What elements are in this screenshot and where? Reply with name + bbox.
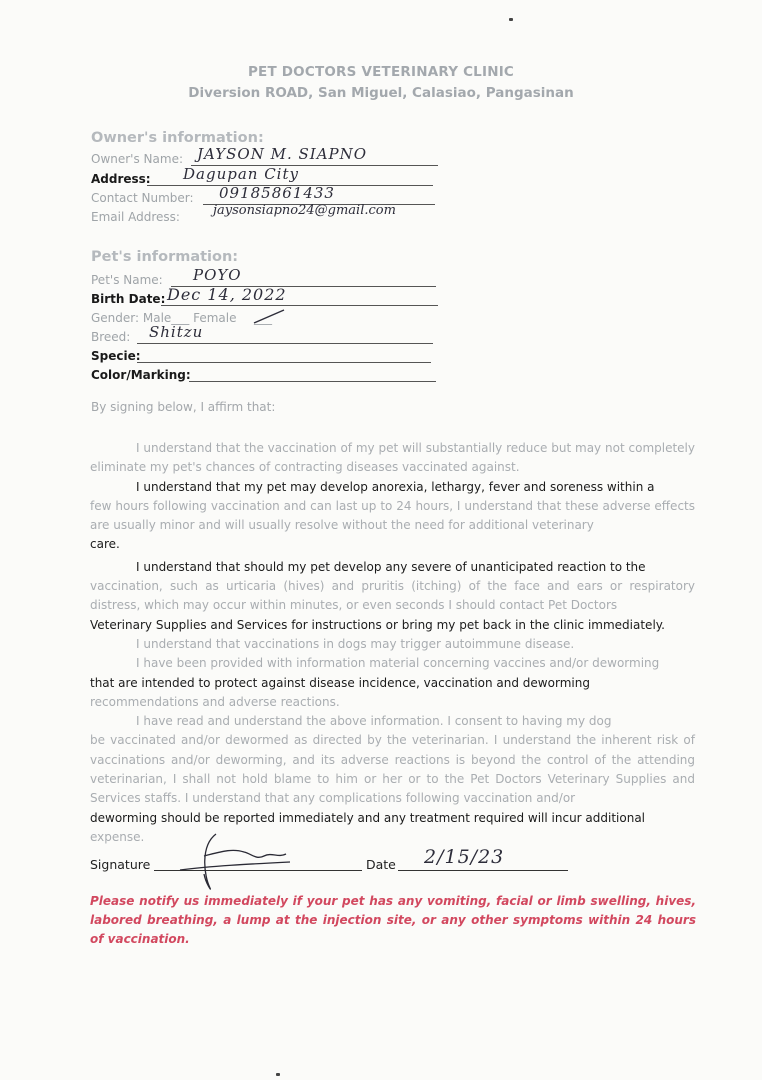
date-line[interactable] [398,870,568,871]
pet-birthdate-label: Birth Date: [91,292,166,306]
post-vaccination-warning: Please notify us immediately if your pet has any vomiting, facial or limb swelling, hives, labored breathing, a lump at the injection site, or any other symptoms within 24 hours of vaccination. [90,894,696,946]
signature-row [90,846,700,880]
gender-checkmark-icon [251,307,287,327]
pet-name-value: POYO [193,266,242,284]
pet-name-label: Pet's Name: [91,273,163,287]
consent-p3c: Veterinary Supplies and Services for instructions or bring my pet back in the clinic immediately. [90,617,665,632]
consent-p6d: expense. [90,829,145,844]
signature-label: Signature [90,857,151,872]
consent-p2b: few hours following vaccination and can last up to 24 hours, I understand that these adverse effects are usually minor and will usually resolve without the need for additional veterinary [90,498,695,533]
date-value: 2/15/23 [424,846,505,868]
consent-p5c: recommendations and adverse reactions. [90,694,340,709]
consent-p3a: I understand that should my pet develop any severe of unanticipated reaction to the [136,559,646,574]
affirm-intro: By signing below, I affirm that: [91,400,276,414]
pet-specie-label: Specie: [91,349,141,363]
consent-p5a: I have been provided with information material concerning vaccines and/or deworming [136,656,660,671]
owner-address-label: Address: [91,172,151,186]
owner-name-label: Owner's Name: [91,152,183,166]
clinic-name: PET DOCTORS VETERINARY CLINIC [247,64,515,80]
pet-section-title: Pet's information: [91,249,239,265]
clinic-address: Diversion ROAD, San Miguel, Calasiao, Pangasinan [188,85,574,101]
owner-contact-value: 09185861433 [219,184,335,202]
consent-p6c: deworming should be reported immediately and any treatment required will incur additional [90,810,646,825]
consent-p6b: be vaccinated and/or dewormed as directed by the veterinarian. I understand the inherent risk of vaccinations and/or deworming, and its adverse reactions is beyond the control of the attending veterinarian, I shall not hold blame to him or her or to the Pet Doctors Veterinary Supplies and Services staffs. I understand that any complications following vaccination and/or [90,733,695,806]
consent-p5b: that are intended to protect against disease incidence, vaccination and deworming [90,675,590,690]
pet-gender-female-line: ___ [254,311,272,325]
owner-email-label: Email Address: [91,210,180,224]
consent-p3b: vaccination, such as urticaria (hives) and pruritis (itching) of the face and ears or respiratory distress, which may occur within minutes, or even seconds I should contact Pet Doctors [90,579,695,613]
consent-p4: I understand that vaccinations in dogs may trigger autoimmune disease. [136,636,575,651]
scan-speck [276,1073,280,1076]
consent-paragraphs [90,439,695,847]
owner-section-title: Owner's information: [91,130,264,146]
consent-p1: I understand that the vaccination of my pet will substantially reduce but may not completely eliminate my pet's chances of contracting diseases vaccinated against. [90,441,695,475]
consent-p2a: I understand that my pet may develop anorexia, lethargy, fever and soreness within a [136,479,655,494]
pet-birthdate-value: Dec 14, 2022 [167,285,287,304]
handwritten-signature-icon [160,826,300,896]
pet-breed-value: Shitzu [149,323,204,341]
owner-email-value: jaysonsiapno24@gmail.com [213,203,396,218]
pet-color-label: Color/Marking: [91,368,191,382]
owner-address-value: Dagupan City [183,165,299,183]
consent-p6a: I have read and understand the above information. I consent to having my dog [136,714,612,729]
date-label: Date [366,857,396,872]
consent-p2c: care. [90,537,120,552]
pet-gender-label: Gender: Male___ Female [91,311,237,325]
pet-breed-label: Breed: [91,330,131,344]
owner-name-value: JAYSON M. SIAPNO [197,145,368,163]
scan-speck [509,18,513,21]
owner-contact-label: Contact Number: [91,191,194,205]
